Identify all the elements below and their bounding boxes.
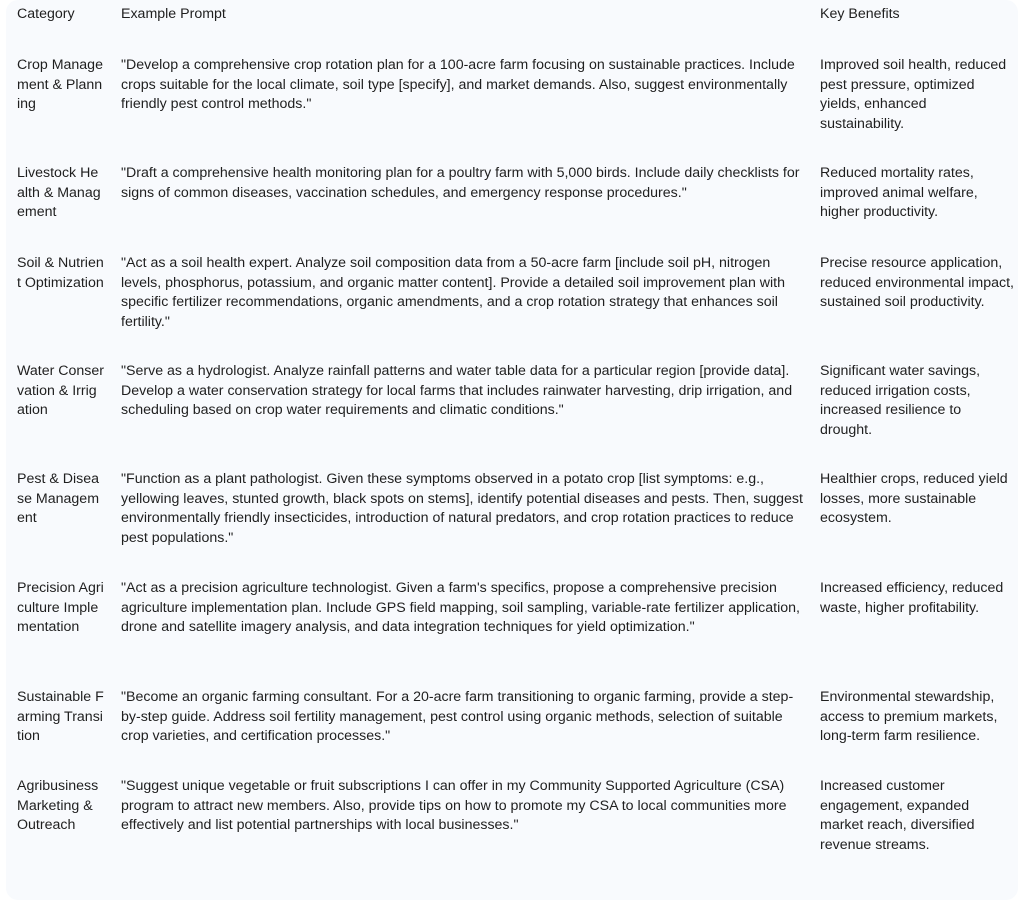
benefits-cell: Environmental stewardship, access to premium markets, long-term farm resilience.	[820, 689, 998, 744]
table-row	[6, 248, 1018, 356]
header-category: Category	[17, 6, 75, 22]
prompt-cell: "Serve as a hydrologist. Analyze rainfall patterns and water table data for a particular region [provide data]. Develop a water conservation strategy for local farms that includes rainwater harvesting, drip irrigation, and scheduling based on crop water requirements and climatic conditions."	[121, 363, 793, 418]
prompt-cell: "Act as a precision agriculture technologist. Given a farm's specifics, propose a comprehensive precision agriculture implementation plan. Include GPS field mapping, soil sampling, variable-rate fertilizer application, drone and satellite imagery analysis, and data integration techniques for yield optimization."	[121, 580, 800, 635]
prompt-cell: "Act as a soil health expert. Analyze soil composition data from a 50-acre farm [include soil pH, nitrogen levels, phosphorus, potassium, and organic matter content]. Provide a detailed soil improvement plan with specific fertilizer recommendations, organic amendments, and a crop rotation strategy that enhances soil fertility."	[121, 255, 786, 330]
benefits-cell: Precise resource application, reduced environmental impact, sustained soil productivity.	[820, 255, 1014, 310]
prompt-cell: "Become an organic farming consultant. For a 20-acre farm transitioning to organic farming, provide a step-by-step guide. Address soil fertility management, pest control using organic methods, selection of suitable crop varieties, and certification processes."	[121, 689, 794, 744]
table-row	[6, 464, 1018, 573]
table-header-row	[6, 0, 1018, 50]
prompt-cell: "Function as a plant pathologist. Given these symptoms observed in a potato crop [list symptoms: e.g., yellowing leaves, stunted growth, black spots on stems], identify potential diseases and pests. Then, suggest environmentally friendly insecticides, introduction of natural predators, and crop rotation practices to reduce pest populations."	[121, 471, 803, 546]
category-cell: Sustainable Farming Transition	[17, 689, 104, 744]
table-row	[6, 771, 1018, 861]
benefits-cell: Increased customer engagement, expanded market reach, diversified revenue streams.	[820, 778, 975, 853]
table-row	[6, 573, 1018, 682]
prompt-cell: "Suggest unique vegetable or fruit subscriptions I can offer in my Community Supported Agriculture (CSA) program to attract new members. Also, provide tips on how to promote my CSA to local communities more effectively and list potential partnerships with local businesses."	[121, 778, 787, 833]
benefits-cell: Reduced mortality rates, improved animal welfare, higher productivity.	[820, 165, 978, 220]
category-cell: Crop Management & Planning	[17, 57, 103, 112]
header-key-benefits: Key Benefits	[820, 6, 900, 22]
benefits-cell: Significant water savings, reduced irrigation costs, increased resilience to drought.	[820, 363, 981, 438]
prompt-table	[6, 0, 1018, 861]
table-row	[6, 50, 1018, 158]
category-cell: Water Conservation & Irrigation	[17, 363, 104, 418]
table-row	[6, 356, 1018, 464]
benefits-cell: Healthier crops, reduced yield losses, more sustainable ecosystem.	[820, 471, 1008, 526]
category-cell: Livestock Health & Management	[17, 165, 101, 220]
category-cell: Soil & Nutrient Optimization	[17, 255, 104, 291]
category-cell: Precision Agriculture Implementation	[17, 580, 104, 635]
benefits-cell: Improved soil health, reduced pest pressure, optimized yields, enhanced sustainability.	[820, 57, 1007, 132]
header-example-prompt: Example Prompt	[121, 6, 226, 22]
table-row	[6, 682, 1018, 771]
table-row	[6, 158, 1018, 248]
prompt-cell: "Draft a comprehensive health monitoring plan for a poultry farm with 5,000 birds. Include daily checklists for signs of common diseases, vaccination schedules, and emergency response procedures."	[121, 165, 800, 201]
prompt-cell: "Develop a comprehensive crop rotation plan for a 100-acre farm focusing on sustainable practices. Include crops suitable for the local climate, soil type [specify], and market demands. Also, suggest environmentally friendly pest control methods."	[121, 57, 795, 112]
category-cell: Agribusiness Marketing & Outreach	[17, 778, 99, 833]
benefits-cell: Increased efficiency, reduced waste, higher profitability.	[820, 580, 1004, 616]
category-cell: Pest & Disease Management	[17, 471, 100, 526]
